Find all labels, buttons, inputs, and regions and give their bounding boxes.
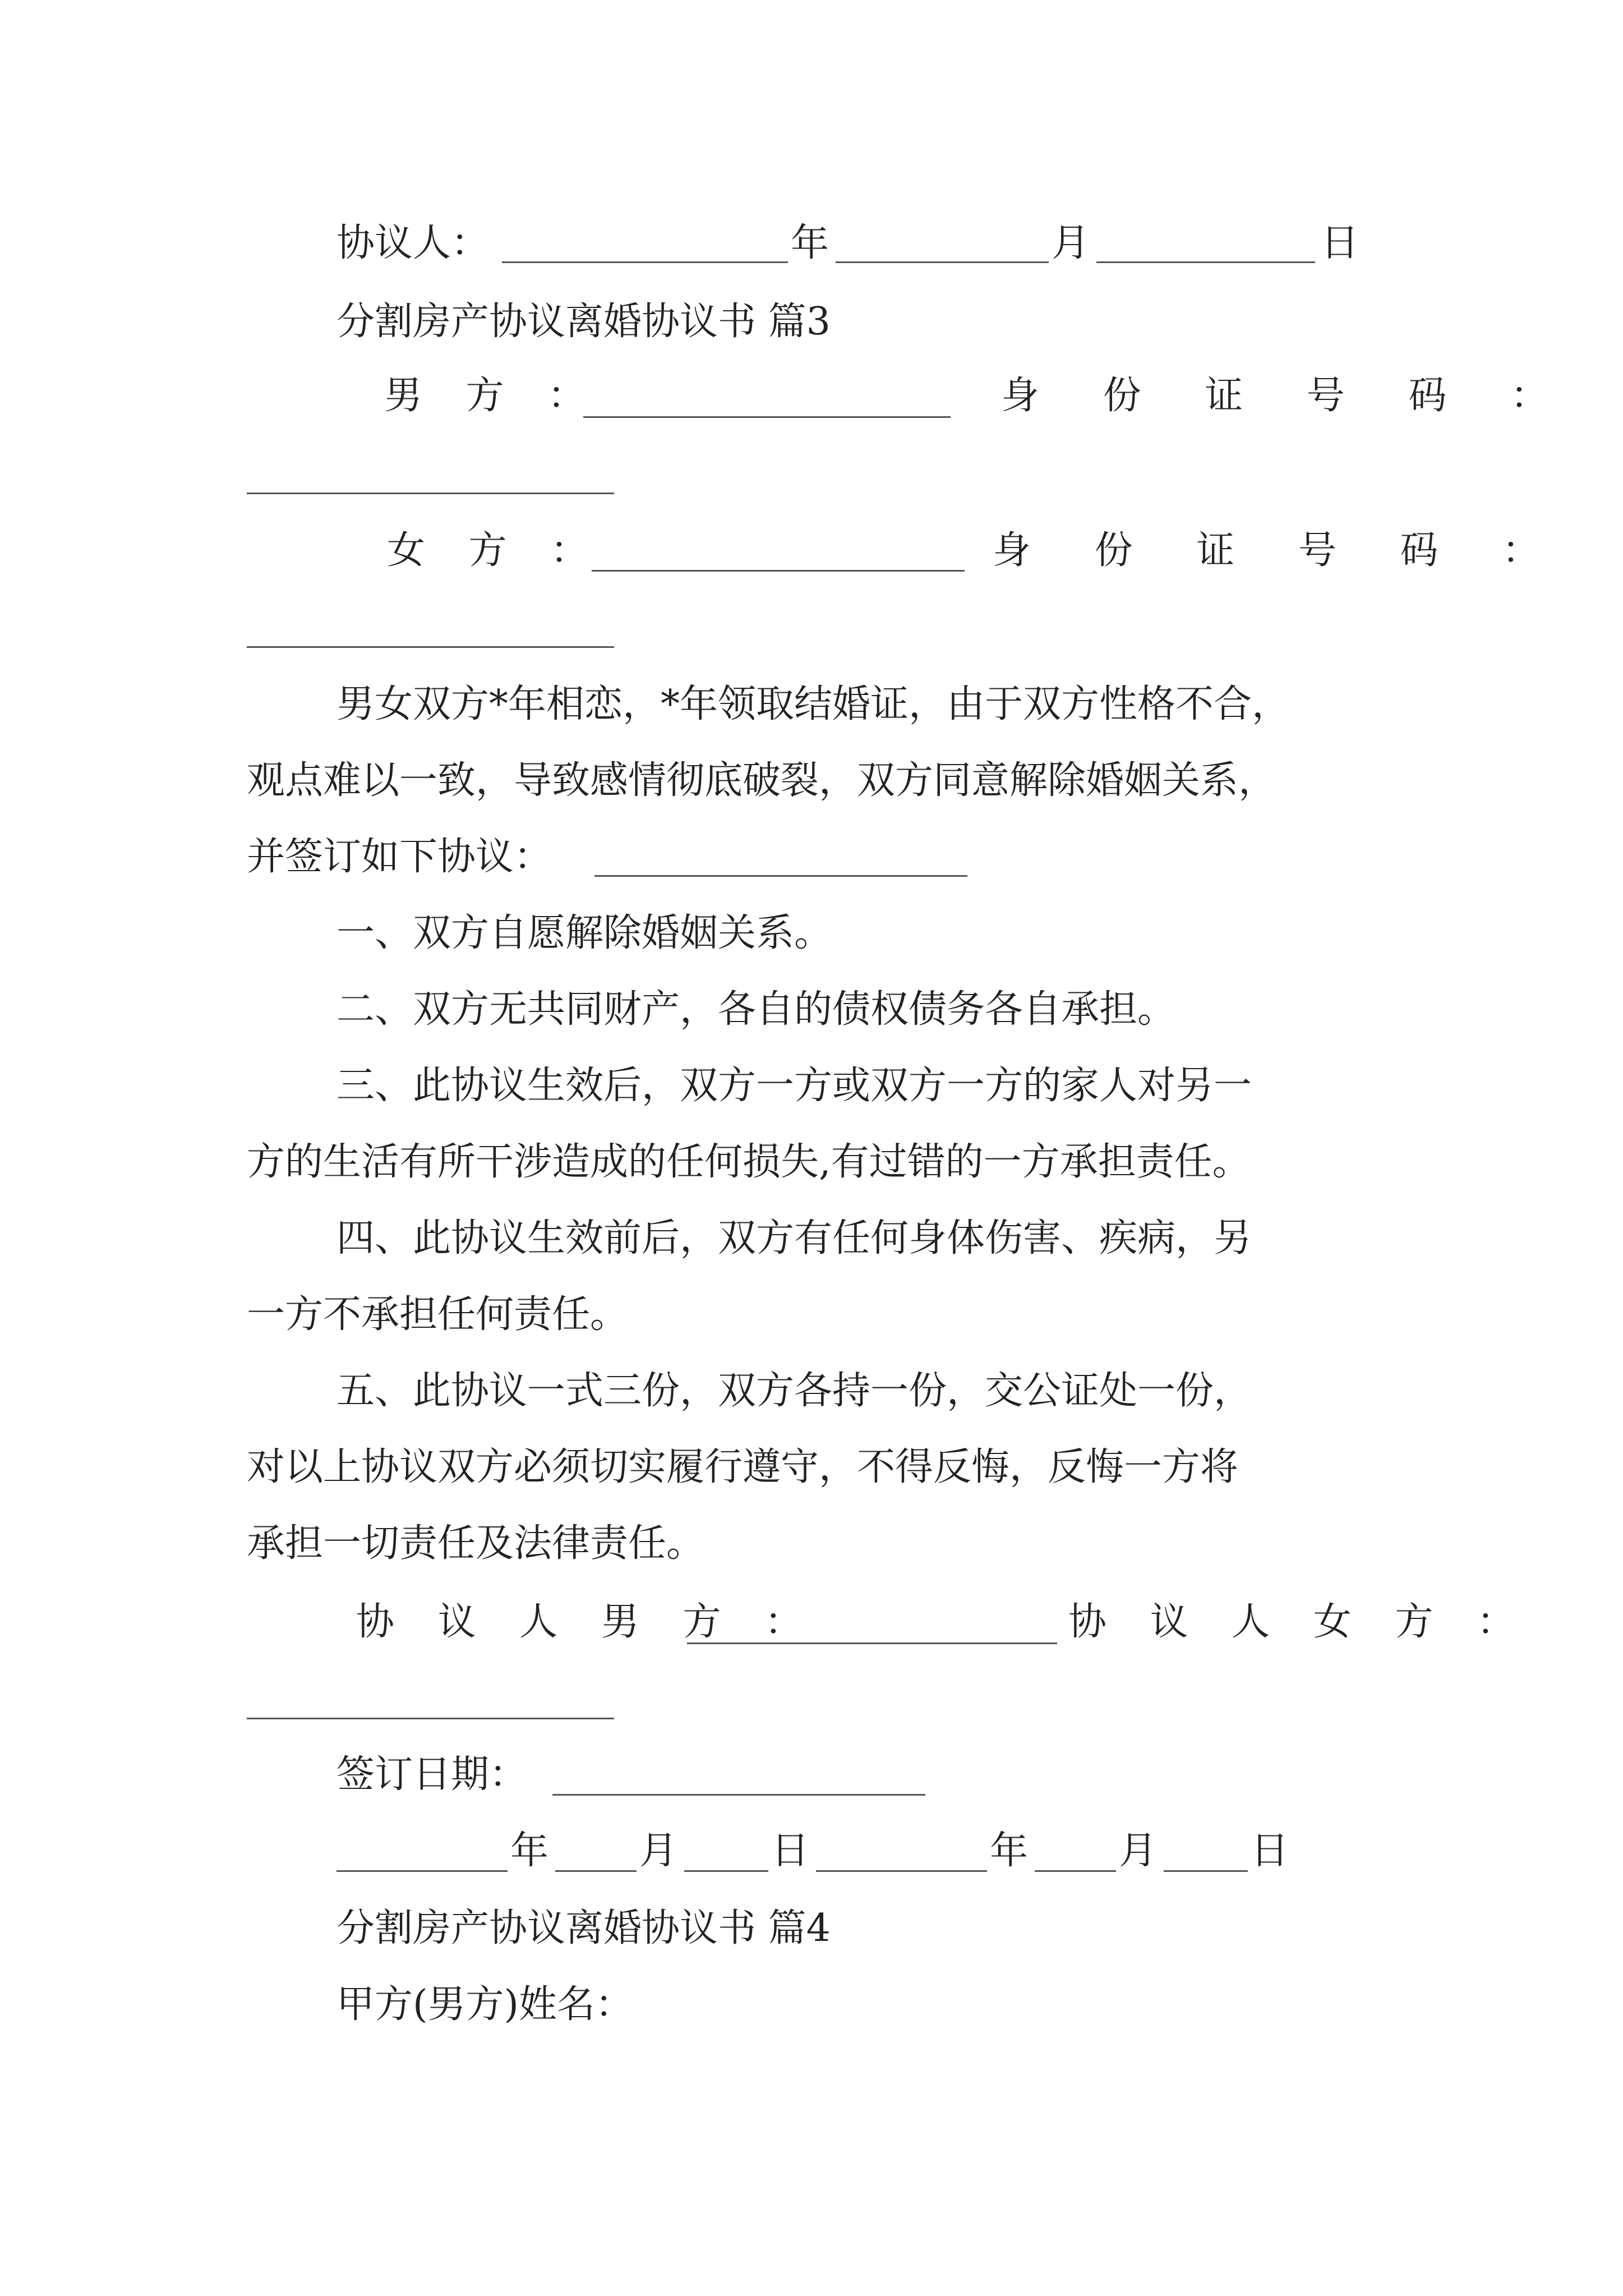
date-year-blank-2[interactable] <box>816 1870 987 1872</box>
date-month-label-1: 月 <box>639 1829 678 1873</box>
female-name-blank[interactable] <box>592 570 965 572</box>
female-id-label: 身 份 证 号 码 ： <box>993 528 1566 573</box>
item-3-line-2: 方的生活有所干涉造成的任何损失,有过错的一方承担责任。 <box>247 1140 1251 1184</box>
month-label: 月 <box>1052 221 1090 265</box>
item-4-line-1: 四、此协议生效前后，双方有任何身体伤害、疾病，另 <box>336 1216 1252 1260</box>
date-day-blank-2[interactable] <box>1164 1870 1248 1872</box>
intro-line-1: 男女双方*年相恋，*年领取结婚证，由于双方性格不合， <box>336 682 1290 726</box>
male-signer-blank[interactable] <box>687 1642 1057 1644</box>
section-title-4: 分割房产协议离婚协议书 篇4 <box>336 1906 831 1950</box>
male-label: 男 方 ： <box>384 374 602 418</box>
intro-blank[interactable] <box>594 875 967 877</box>
intro-line-3: 并签订如下协议： <box>247 835 552 879</box>
sign-date-label: 签订日期： <box>336 1752 528 1797</box>
male-signer-label: 协 议 人 男 方 ： <box>356 1600 819 1644</box>
item-5-line-3: 承担一切责任及法律责任。 <box>247 1521 705 1566</box>
date-day-label-1: 日 <box>771 1829 810 1873</box>
male-id-blank[interactable] <box>247 493 614 494</box>
date-year-label-1: 年 <box>510 1829 549 1873</box>
male-id-label: 身 份 证 号 码 ： <box>1001 374 1575 418</box>
sign-date-blank[interactable] <box>552 1794 925 1796</box>
section-title-3: 分割房产协议离婚协议书 篇3 <box>336 300 831 344</box>
date-month-blank-1[interactable] <box>555 1870 637 1872</box>
signer-blank[interactable] <box>502 261 788 263</box>
date-year-blank-1[interactable] <box>336 1870 508 1872</box>
item-5-line-1: 五、此协议一式三份，双方各持一份，交公证处一份， <box>336 1369 1252 1413</box>
day-label: 日 <box>1321 221 1359 265</box>
date-month-blank-2[interactable] <box>1035 1870 1116 1872</box>
female-id-blank[interactable] <box>247 646 614 648</box>
item-4-line-2: 一方不承担任何责任。 <box>247 1292 629 1337</box>
intro-line-2: 观点难以一致，导致感情彻底破裂，双方同意解除婚姻关系， <box>247 758 1277 803</box>
female-signer-label: 协 议 人 女 方 ： <box>1068 1600 1531 1644</box>
date-year-label-2: 年 <box>990 1829 1029 1873</box>
item-1: 一、双方自愿解除婚姻关系。 <box>336 911 833 955</box>
year-label: 年 <box>791 221 829 265</box>
signer-label: 协议人： <box>336 221 490 265</box>
item-5-line-2: 对以上协议双方必须切实履行遵守，不得反悔，反悔一方将 <box>247 1445 1239 1489</box>
date-day-blank-1[interactable] <box>684 1870 768 1872</box>
male-name-blank[interactable] <box>583 416 951 418</box>
date-month-label-2: 月 <box>1119 1829 1158 1873</box>
female-signer-blank[interactable] <box>247 1718 614 1719</box>
item-3-line-1: 三、此协议生效后，双方一方或双方一方的家人对另一 <box>336 1064 1252 1108</box>
day-blank[interactable] <box>1096 261 1315 263</box>
date-day-label-2: 日 <box>1251 1829 1289 1873</box>
month-blank[interactable] <box>836 261 1049 263</box>
female-label: 女 方 ： <box>387 528 605 573</box>
item-2: 二、双方无共同财产，各自的债权债务各自承担。 <box>336 987 1176 1032</box>
party-a-name-label: 甲方(男方)姓名： <box>336 1982 634 2027</box>
